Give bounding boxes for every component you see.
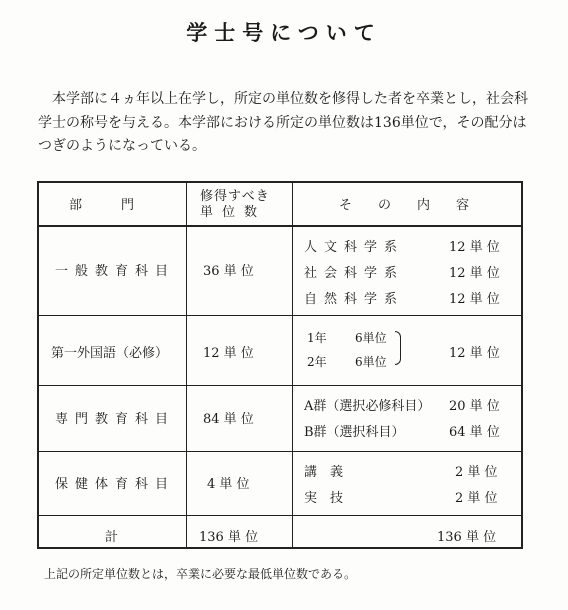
grouping-brace — [395, 331, 401, 365]
content-item-units: 2 単 位 — [455, 465, 498, 480]
page-title: 学士号について — [186, 20, 382, 45]
row-units: 4 単 位 — [207, 477, 250, 492]
content-item-name: 2年 — [307, 355, 327, 369]
total-units: 136 単 位 — [199, 530, 259, 545]
content-item-name: 実 技 — [304, 491, 344, 506]
header-category: 部 門 — [69, 198, 135, 213]
row-divider — [39, 315, 521, 316]
content-item-units: 12 単 位 — [449, 292, 500, 307]
content-item-name: 1年 — [307, 331, 327, 345]
content-item-units: 12 単 位 — [449, 240, 500, 255]
credit-table — [37, 181, 523, 549]
column-divider — [186, 183, 187, 547]
row-category: 一般教育科目 — [55, 264, 176, 279]
content-item-name: B群（選択科目） — [304, 425, 405, 440]
row-divider — [39, 451, 521, 452]
content-item-name: 社会科学系 — [304, 266, 405, 281]
content-total-units: 12 単 位 — [449, 346, 500, 361]
row-units: 84 単 位 — [203, 412, 254, 427]
content-item-name: A群（選択必修科目） — [304, 399, 431, 414]
column-divider — [292, 183, 293, 547]
row-units: 36 単 位 — [203, 264, 254, 279]
intro-line: 本学部に４ヵ年以上在学し，所定の単位数を修得した者を卒業とし，社会科 — [52, 91, 528, 107]
intro-paragraph — [38, 88, 548, 159]
header-content: その内容 — [339, 198, 496, 213]
row-category: 専門教育科目 — [55, 412, 176, 427]
total-content-units: 136 単 位 — [437, 530, 497, 545]
header-units-line2: 単位数 — [200, 205, 267, 220]
total-label: 計 — [105, 530, 119, 545]
intro-line: 学士の称号を与える。本学部における所定の単位数は136単位で，その配分は — [38, 114, 527, 131]
content-item-name: 講 義 — [304, 465, 344, 480]
footnote: 上記の所定単位数とは，卒業に必要な最低単位数である。 — [44, 567, 357, 581]
header-units-line1: 修得すべき — [200, 189, 270, 204]
content-item-units: 2 単 位 — [455, 491, 498, 506]
content-item-name: 人文科学系 — [304, 240, 405, 255]
content-item-name: 自然科学系 — [304, 292, 405, 307]
row-divider — [39, 515, 521, 516]
content-item-units: 6単位 — [355, 331, 387, 345]
content-item-units: 6単位 — [355, 355, 387, 369]
row-divider — [39, 385, 521, 386]
intro-line: つぎのようになっている。 — [38, 138, 206, 154]
header-divider — [39, 225, 521, 227]
row-units: 12 単 位 — [203, 346, 254, 361]
content-item-units: 20 単 位 — [449, 399, 500, 414]
content-item-units: 64 単 位 — [449, 425, 500, 440]
row-category: 第一外国語（必修） — [51, 346, 169, 361]
content-item-units: 12 単 位 — [449, 266, 500, 281]
row-category: 保健体育科目 — [55, 477, 176, 492]
